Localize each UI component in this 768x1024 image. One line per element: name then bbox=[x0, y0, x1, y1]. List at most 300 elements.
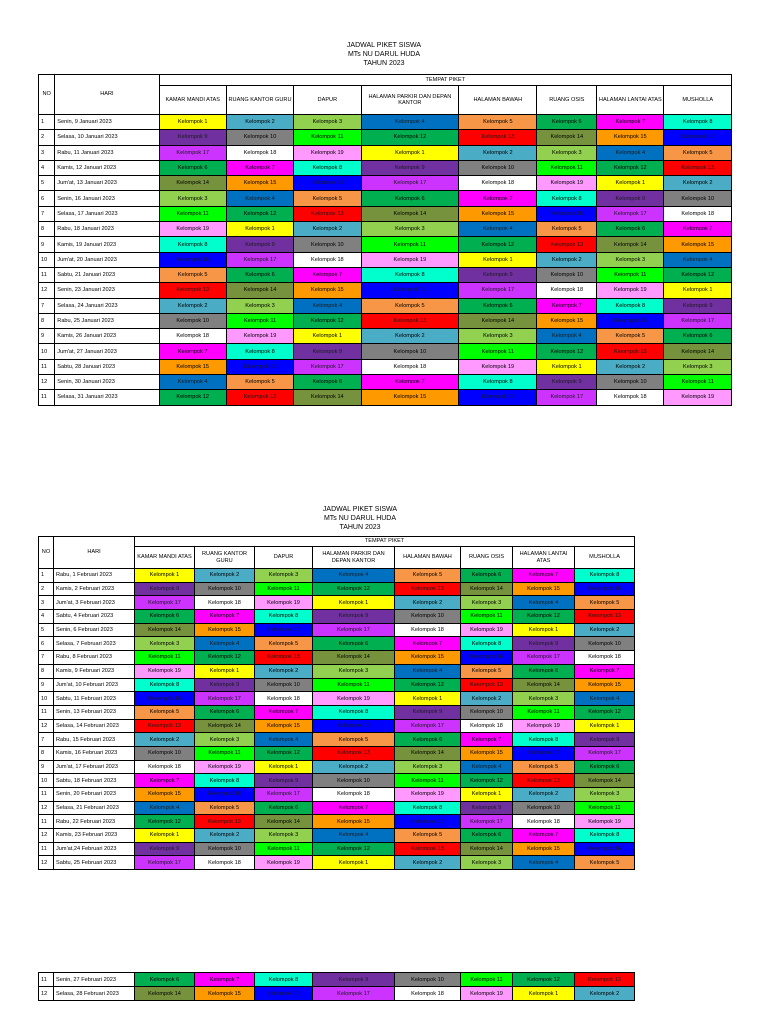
group-cell: Kelompok 11 bbox=[664, 375, 732, 390]
group-cell: Kelompok 7 bbox=[597, 115, 664, 130]
group-cell: Kelompok 9 bbox=[255, 774, 313, 788]
group-cell: Kelompok 9 bbox=[537, 375, 597, 390]
table-row bbox=[39, 623, 635, 637]
group-cell: Kelompok 9 bbox=[513, 637, 575, 651]
group-cell: Kelompok 4 bbox=[597, 145, 664, 160]
table-row bbox=[39, 191, 732, 206]
group-cell: Kelompok 6 bbox=[294, 375, 361, 390]
group-cell: Kelompok 6 bbox=[135, 973, 195, 987]
group-cell: Kelompok 5 bbox=[294, 191, 361, 206]
row-number: 6 bbox=[39, 191, 55, 206]
group-cell: Kelompok 16 bbox=[255, 987, 313, 1001]
row-day: Senin, 20 Februari 2023 bbox=[54, 788, 135, 802]
group-cell: Kelompok 1 bbox=[255, 760, 313, 774]
group-cell: Kelompok 9 bbox=[575, 733, 635, 747]
row-number: 11 bbox=[39, 788, 54, 802]
group-cell: Kelompok 9 bbox=[226, 237, 293, 252]
group-cell: Kelompok 12 bbox=[513, 610, 575, 624]
group-cell: Kelompok 3 bbox=[294, 115, 361, 130]
group-cell: Kelompok 12 bbox=[395, 678, 461, 692]
group-cell: Kelompok 14 bbox=[159, 176, 226, 191]
row-number: 10 bbox=[39, 252, 55, 267]
group-cell: Kelompok 5 bbox=[313, 733, 395, 747]
table-row bbox=[39, 206, 732, 221]
group-cell: Kelompok 10 bbox=[459, 160, 537, 175]
table-row bbox=[39, 664, 635, 678]
row-day: Sabtu, 18 Februari 2023 bbox=[54, 774, 135, 788]
row-number: 11 bbox=[39, 390, 55, 405]
header-no: NO bbox=[39, 537, 54, 569]
group-cell: Kelompok 9 bbox=[361, 160, 459, 175]
group-cell: Kelompok 10 bbox=[664, 191, 732, 206]
group-cell: Kelompok 11 bbox=[361, 237, 459, 252]
group-cell: Kelompok 1 bbox=[513, 623, 575, 637]
group-cell: Kelompok 19 bbox=[255, 856, 313, 870]
group-cell: Kelompok 4 bbox=[255, 733, 313, 747]
group-cell: Kelompok 5 bbox=[597, 329, 664, 344]
group-cell: Kelompok 15 bbox=[226, 176, 293, 191]
header-place: HALAMAN LANTAI ATAS bbox=[513, 547, 575, 569]
group-cell: Kelompok 3 bbox=[459, 329, 537, 344]
group-cell: Kelompok 4 bbox=[575, 692, 635, 706]
title-line-1: JADWAL PIKET SISWA bbox=[322, 506, 398, 513]
group-cell: Kelompok 3 bbox=[361, 222, 459, 237]
header-place: MUSHOLLA bbox=[664, 86, 732, 115]
group-cell: Kelompok 19 bbox=[395, 788, 461, 802]
row-number: 11 bbox=[39, 842, 54, 856]
group-cell: Kelompok 1 bbox=[159, 115, 226, 130]
header-place: MUSHOLLA bbox=[575, 547, 635, 569]
group-cell: Kelompok 4 bbox=[135, 801, 195, 815]
group-cell: Kelompok 18 bbox=[537, 283, 597, 298]
group-cell: Kelompok 4 bbox=[195, 637, 255, 651]
group-cell: Kelompok 19 bbox=[313, 692, 395, 706]
group-cell: Kelompok 13 bbox=[294, 206, 361, 221]
header-row bbox=[39, 75, 732, 86]
table-row bbox=[39, 237, 732, 252]
group-cell: Kelompok 18 bbox=[255, 692, 313, 706]
group-cell: Kelompok 11 bbox=[226, 313, 293, 328]
header-hari: HARI bbox=[55, 75, 159, 115]
group-cell: Kelompok 2 bbox=[461, 692, 513, 706]
group-cell: Kelompok 1 bbox=[537, 359, 597, 374]
group-cell: Kelompok 7 bbox=[513, 569, 575, 583]
group-cell: Kelompok 1 bbox=[664, 283, 732, 298]
group-cell: Kelompok 7 bbox=[361, 375, 459, 390]
group-cell: Kelompok 6 bbox=[461, 569, 513, 583]
group-cell: Kelompok 15 bbox=[537, 313, 597, 328]
group-cell: Kelompok 1 bbox=[195, 664, 255, 678]
group-cell: Kelompok 12 bbox=[575, 705, 635, 719]
group-cell: Kelompok 18 bbox=[395, 987, 461, 1001]
table-row bbox=[39, 774, 635, 788]
header-place: HALAMAN LANTAI ATAS bbox=[597, 86, 664, 115]
group-cell: Kelompok 16 bbox=[313, 719, 395, 733]
group-cell: Kelompok 14 bbox=[361, 206, 459, 221]
table-row bbox=[39, 313, 732, 328]
group-cell: Kelompok 2 bbox=[597, 359, 664, 374]
group-cell: Kelompok 4 bbox=[361, 115, 459, 130]
table-row bbox=[39, 610, 635, 624]
group-cell: Kelompok 9 bbox=[294, 344, 361, 359]
group-cell: Kelompok 5 bbox=[537, 222, 597, 237]
table-row bbox=[39, 359, 732, 374]
group-cell: Kelompok 10 bbox=[513, 801, 575, 815]
group-cell: Kelompok 3 bbox=[513, 692, 575, 706]
group-cell: Kelompok 13 bbox=[395, 842, 461, 856]
group-cell: Kelompok 7 bbox=[664, 222, 732, 237]
row-day: Senin, 13 Februari 2023 bbox=[54, 705, 135, 719]
group-cell: Kelompok 4 bbox=[159, 375, 226, 390]
group-cell: Kelompok 12 bbox=[135, 815, 195, 829]
table-row bbox=[39, 596, 635, 610]
row-number: 11 bbox=[39, 705, 54, 719]
group-cell: Kelompok 8 bbox=[159, 237, 226, 252]
group-cell: Kelompok 15 bbox=[395, 651, 461, 665]
group-cell: Kelompok 19 bbox=[513, 719, 575, 733]
row-number: 12 bbox=[39, 987, 54, 1001]
group-cell: Kelompok 11 bbox=[255, 842, 313, 856]
row-number: 9 bbox=[39, 237, 55, 252]
group-cell: Kelompok 14 bbox=[664, 344, 732, 359]
group-cell: Kelompok 3 bbox=[255, 569, 313, 583]
table-row bbox=[39, 176, 732, 191]
group-cell: Kelompok 13 bbox=[195, 815, 255, 829]
row-day: Jum'at, 27 Januari 2023 bbox=[55, 344, 159, 359]
group-cell: Kelompok 17 bbox=[537, 390, 597, 405]
group-cell: Kelompok 16 bbox=[575, 582, 635, 596]
group-cell: Kelompok 1 bbox=[313, 596, 395, 610]
group-cell: Kelompok 4 bbox=[537, 329, 597, 344]
row-day: Jum'at, 3 Februari 2023 bbox=[54, 596, 135, 610]
group-cell: Kelompok 13 bbox=[255, 651, 313, 665]
group-cell: Kelompok 12 bbox=[159, 390, 226, 405]
group-cell: Kelompok 5 bbox=[395, 569, 461, 583]
schedule-table-akhir-februari bbox=[38, 972, 635, 1001]
header-place: HALAMAN BAWAH bbox=[395, 547, 461, 569]
group-cell: Kelompok 8 bbox=[461, 637, 513, 651]
row-day: Rabu, 25 Januari 2023 bbox=[55, 313, 159, 328]
row-number: 6 bbox=[39, 637, 54, 651]
group-cell: Kelompok 13 bbox=[461, 678, 513, 692]
group-cell: Kelompok 18 bbox=[664, 206, 732, 221]
group-cell: Kelompok 15 bbox=[135, 788, 195, 802]
table-row bbox=[39, 267, 732, 282]
row-number: 3 bbox=[39, 596, 54, 610]
group-cell: Kelompok 1 bbox=[294, 329, 361, 344]
group-cell: Kelompok 10 bbox=[575, 637, 635, 651]
group-cell: Kelompok 18 bbox=[195, 856, 255, 870]
group-cell: Kelompok 13 bbox=[459, 130, 537, 145]
header-place: RUANG OSIS bbox=[537, 86, 597, 115]
group-cell: Kelompok 3 bbox=[195, 733, 255, 747]
group-cell: Kelompok 13 bbox=[597, 344, 664, 359]
row-number: 7 bbox=[39, 651, 54, 665]
group-cell: Kelompok 7 bbox=[195, 973, 255, 987]
group-cell: Kelompok 18 bbox=[395, 623, 461, 637]
title-januari bbox=[284, 41, 484, 68]
group-cell: Kelompok 14 bbox=[459, 313, 537, 328]
group-cell: Kelompok 7 bbox=[513, 829, 575, 843]
table-row bbox=[39, 760, 635, 774]
schedule-table-februari bbox=[38, 536, 635, 870]
group-cell: Kelompok 4 bbox=[513, 856, 575, 870]
group-cell: Kelompok 7 bbox=[575, 664, 635, 678]
table-row bbox=[39, 856, 635, 870]
header-tempat-piket: TEMPAT PIKET bbox=[135, 537, 635, 547]
group-cell: Kelompok 17 bbox=[664, 313, 732, 328]
table-row bbox=[39, 329, 732, 344]
header-tempat-piket: TEMPAT PIKET bbox=[159, 75, 731, 86]
table-row bbox=[39, 746, 635, 760]
group-cell: Kelompok 16 bbox=[459, 390, 537, 405]
group-cell: Kelompok 11 bbox=[294, 130, 361, 145]
group-cell: Kelompok 17 bbox=[575, 746, 635, 760]
group-cell: Kelompok 13 bbox=[226, 390, 293, 405]
group-cell: Kelompok 11 bbox=[313, 678, 395, 692]
group-cell: Kelompok 3 bbox=[395, 760, 461, 774]
group-cell: Kelompok 7 bbox=[255, 705, 313, 719]
table-row bbox=[39, 252, 732, 267]
group-cell: Kelompok 8 bbox=[537, 191, 597, 206]
group-cell: Kelompok 6 bbox=[575, 760, 635, 774]
group-cell: Kelompok 18 bbox=[597, 390, 664, 405]
group-cell: Kelompok 2 bbox=[294, 222, 361, 237]
group-cell: Kelompok 18 bbox=[294, 252, 361, 267]
group-cell: Kelompok 16 bbox=[664, 130, 732, 145]
header-place: RUANG OSIS bbox=[461, 547, 513, 569]
row-number: 5 bbox=[39, 623, 54, 637]
group-cell: Kelompok 1 bbox=[461, 788, 513, 802]
row-number: 12 bbox=[39, 283, 55, 298]
group-cell: Kelompok 2 bbox=[537, 252, 597, 267]
row-day: Jum'at, 13 Januari 2023 bbox=[55, 176, 159, 191]
group-cell: Kelompok 19 bbox=[226, 329, 293, 344]
group-cell: Kelompok 15 bbox=[597, 130, 664, 145]
group-cell: Kelompok 11 bbox=[255, 582, 313, 596]
group-cell: Kelompok 18 bbox=[313, 788, 395, 802]
table-row bbox=[39, 829, 635, 843]
group-cell: Kelompok 5 bbox=[461, 664, 513, 678]
group-cell: Kelompok 12 bbox=[361, 130, 459, 145]
row-number: 12 bbox=[39, 856, 54, 870]
group-cell: Kelompok 7 bbox=[537, 298, 597, 313]
title-line-2: MTs NU DARUL HUDA bbox=[347, 51, 421, 58]
group-cell: Kelompok 8 bbox=[459, 375, 537, 390]
group-cell: Kelompok 9 bbox=[135, 842, 195, 856]
group-cell: Kelompok 16 bbox=[361, 283, 459, 298]
group-cell: Kelompok 11 bbox=[513, 705, 575, 719]
group-cell: Kelompok 15 bbox=[294, 283, 361, 298]
group-cell: Kelompok 18 bbox=[159, 329, 226, 344]
row-number: 5 bbox=[39, 176, 55, 191]
group-cell: Kelompok 11 bbox=[461, 973, 513, 987]
group-cell: Kelompok 12 bbox=[255, 746, 313, 760]
group-cell: Kelompok 16 bbox=[395, 815, 461, 829]
group-cell: Kelompok 19 bbox=[195, 760, 255, 774]
group-cell: Kelompok 17 bbox=[395, 719, 461, 733]
group-cell: Kelompok 13 bbox=[575, 610, 635, 624]
group-cell: Kelompok 3 bbox=[461, 596, 513, 610]
group-cell: Kelompok 15 bbox=[513, 582, 575, 596]
group-cell: Kelompok 5 bbox=[361, 298, 459, 313]
row-day: Sabtu, 21 Januari 2023 bbox=[55, 267, 159, 282]
group-cell: Kelompok 18 bbox=[461, 719, 513, 733]
group-cell: Kelompok 3 bbox=[575, 788, 635, 802]
group-cell: Kelompok 3 bbox=[226, 298, 293, 313]
group-cell: Kelompok 12 bbox=[313, 842, 395, 856]
row-number: 11 bbox=[39, 267, 55, 282]
group-cell: Kelompok 3 bbox=[313, 664, 395, 678]
group-cell: Kelompok 6 bbox=[313, 637, 395, 651]
group-cell: Kelompok 10 bbox=[361, 344, 459, 359]
group-cell: Kelompok 8 bbox=[664, 115, 732, 130]
group-cell: Kelompok 13 bbox=[395, 582, 461, 596]
group-cell: Kelompok 13 bbox=[537, 237, 597, 252]
row-number: 11 bbox=[39, 359, 55, 374]
schedule-table-januari bbox=[38, 74, 732, 406]
group-cell: Kelompok 19 bbox=[361, 252, 459, 267]
table-row bbox=[39, 788, 635, 802]
group-cell: Kelompok 11 bbox=[575, 801, 635, 815]
group-cell: Kelompok 14 bbox=[294, 390, 361, 405]
group-cell: Kelompok 6 bbox=[395, 733, 461, 747]
group-cell: Kelompok 6 bbox=[461, 829, 513, 843]
table-row bbox=[39, 569, 635, 583]
group-cell: Kelompok 13 bbox=[313, 746, 395, 760]
group-cell: Kelompok 4 bbox=[513, 596, 575, 610]
row-day: Rabu, 11 Januari 2023 bbox=[55, 145, 159, 160]
group-cell: Kelompok 7 bbox=[395, 637, 461, 651]
group-cell: Kelompok 12 bbox=[597, 160, 664, 175]
group-cell: Kelompok 1 bbox=[361, 145, 459, 160]
group-cell: Kelompok 5 bbox=[664, 145, 732, 160]
group-cell: Kelompok 5 bbox=[159, 267, 226, 282]
group-cell: Kelompok 10 bbox=[537, 267, 597, 282]
group-cell: Kelompok 7 bbox=[459, 191, 537, 206]
group-cell: Kelompok 11 bbox=[159, 206, 226, 221]
row-number: 10 bbox=[39, 344, 55, 359]
group-cell: Kelompok 1 bbox=[226, 222, 293, 237]
group-cell: Kelompok 6 bbox=[159, 160, 226, 175]
group-cell: Kelompok 18 bbox=[513, 815, 575, 829]
row-number: 10 bbox=[39, 774, 54, 788]
table-row bbox=[39, 298, 732, 313]
group-cell: Kelompok 1 bbox=[135, 829, 195, 843]
row-day: Senin, 23 Januari 2023 bbox=[55, 283, 159, 298]
row-day: Kamis, 19 Januari 2023 bbox=[55, 237, 159, 252]
group-cell: Kelompok 11 bbox=[597, 267, 664, 282]
group-cell: Kelompok 2 bbox=[159, 298, 226, 313]
row-day: Senin, 6 Februari 2023 bbox=[54, 623, 135, 637]
table-row bbox=[39, 815, 635, 829]
group-cell: Kelompok 9 bbox=[461, 801, 513, 815]
group-cell: Kelompok 14 bbox=[255, 815, 313, 829]
group-cell: Kelompok 2 bbox=[361, 329, 459, 344]
row-day: Senin, 16 Januari 2023 bbox=[55, 191, 159, 206]
group-cell: Kelompok 19 bbox=[135, 664, 195, 678]
group-cell: Kelompok 19 bbox=[461, 987, 513, 1001]
group-cell: Kelompok 10 bbox=[195, 582, 255, 596]
group-cell: Kelompok 14 bbox=[537, 130, 597, 145]
group-cell: Kelompok 2 bbox=[395, 596, 461, 610]
group-cell: Kelompok 6 bbox=[226, 267, 293, 282]
row-number: 9 bbox=[39, 678, 54, 692]
group-cell: Kelompok 17 bbox=[255, 788, 313, 802]
header-place: KAMAR MANDI ATAS bbox=[135, 547, 195, 569]
title-line-3: TAHUN 2023 bbox=[363, 60, 405, 67]
row-day: Rabu, 15 Februari 2023 bbox=[54, 733, 135, 747]
group-cell: Kelompok 9 bbox=[395, 705, 461, 719]
group-cell: Kelompok 13 bbox=[361, 313, 459, 328]
group-cell: Kelompok 2 bbox=[664, 176, 732, 191]
header-place: DAPUR bbox=[255, 547, 313, 569]
row-number: 7 bbox=[39, 298, 55, 313]
row-number: 12 bbox=[39, 375, 55, 390]
group-cell: Kelompok 12 bbox=[313, 582, 395, 596]
group-cell: Kelompok 4 bbox=[226, 191, 293, 206]
row-number: 12 bbox=[39, 829, 54, 843]
group-cell: Kelompok 8 bbox=[313, 705, 395, 719]
group-cell: Kelompok 19 bbox=[294, 145, 361, 160]
row-day: Rabu, 1 Februari 2023 bbox=[54, 569, 135, 583]
row-day: Selasa, 14 Februari 2023 bbox=[54, 719, 135, 733]
table-row bbox=[39, 390, 732, 405]
table-row bbox=[39, 637, 635, 651]
group-cell: Kelompok 9 bbox=[597, 191, 664, 206]
group-cell: Kelompok 14 bbox=[461, 842, 513, 856]
table-row bbox=[39, 160, 732, 175]
table-row bbox=[39, 651, 635, 665]
group-cell: Kelompok 1 bbox=[459, 252, 537, 267]
group-cell: Kelompok 13 bbox=[135, 719, 195, 733]
group-cell: Kelompok 10 bbox=[597, 375, 664, 390]
group-cell: Kelompok 14 bbox=[395, 746, 461, 760]
group-cell: Kelompok 12 bbox=[226, 206, 293, 221]
row-number: 4 bbox=[39, 610, 54, 624]
title-line-2: MTs NU DARUL HUDA bbox=[323, 515, 397, 522]
group-cell: Kelompok 12 bbox=[459, 237, 537, 252]
group-cell: Kelompok 15 bbox=[513, 842, 575, 856]
group-cell: Kelompok 19 bbox=[537, 176, 597, 191]
group-cell: Kelompok 4 bbox=[313, 569, 395, 583]
group-cell: Kelompok 17 bbox=[459, 283, 537, 298]
group-cell: Kelompok 18 bbox=[195, 596, 255, 610]
group-cell: Kelompok 3 bbox=[597, 252, 664, 267]
group-cell: Kelompok 16 bbox=[159, 252, 226, 267]
group-cell: Kelompok 8 bbox=[255, 610, 313, 624]
table-row bbox=[39, 145, 732, 160]
group-cell: Kelompok 3 bbox=[664, 359, 732, 374]
group-cell: Kelompok 5 bbox=[135, 705, 195, 719]
group-cell: Kelompok 12 bbox=[537, 344, 597, 359]
row-number: 9 bbox=[39, 329, 55, 344]
row-number: 8 bbox=[39, 746, 54, 760]
row-number: 4 bbox=[39, 160, 55, 175]
group-cell: Kelompok 14 bbox=[135, 623, 195, 637]
row-day: Senin, 27 Februari 2023 bbox=[54, 973, 135, 987]
row-day: Senin, 9 Januari 2023 bbox=[55, 115, 159, 130]
group-cell: Kelompok 14 bbox=[135, 987, 195, 1001]
group-cell: Kelompok 9 bbox=[459, 267, 537, 282]
group-cell: Kelompok 11 bbox=[537, 160, 597, 175]
header-place: RUANG KANTOR GURU bbox=[226, 86, 293, 115]
group-cell: Kelompok 2 bbox=[575, 623, 635, 637]
group-cell: Kelompok 3 bbox=[159, 191, 226, 206]
row-day: Kamis, 26 Januari 2023 bbox=[55, 329, 159, 344]
row-number: 2 bbox=[39, 130, 55, 145]
group-cell: Kelompok 14 bbox=[226, 283, 293, 298]
